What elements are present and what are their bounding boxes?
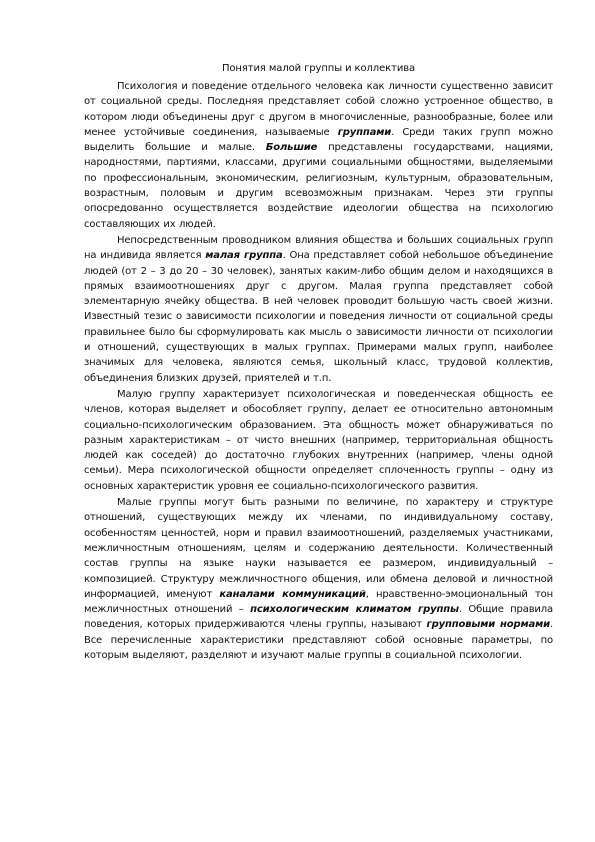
key-term: психологическим климатом группы [250,604,459,616]
key-term: групповыми нормами [426,619,550,631]
body-text: Малые группы могут быть разными по величине, по характеру и структуре отношений, существующих между их членами, по индивидуальному составу, особенностям ценностей, норм и правил взаимоотношений, разделяемых участниками, межличностным отношениям, целям и содержанию деятельности. Количественный состав группы на языке науки называется ее размером, индивидуальный – композицией. Структуру межличностного общения, или обмена деловой и личностной информацией, именуют [84,497,553,600]
paragraph [84,387,553,494]
body-text: Малую группу характеризует психологическая и поведенческая общность ее членов, которая выделяет и обособляет группу, делает ее относительно автономным социально-психологическим образованием. Эта общность может обнаруживаться по разным характеристикам – от чисто внешних (например, территориальная общность людей как соседей) до достаточно глубоких внутренних (например, члены одной семьи). Мера психологической общности определяет сплоченность группы – одну из основных характеристик уровня ее социально-психологического развития. [84,388,553,492]
body-text: представлены государствами, нациями, народностями, партиями, классами, другими социальными общностями, выделяемыми по профессиональным, экономическим, религиозным, культурным, образовательным, возрастным, половым и другим всевозможным признакам. Через эти группы опосредованно осуществляется воздействие идеологии общества на психологию составляющих их людей. [84,142,553,230]
body-text: . Общие правила поведения, которых придерживаются члены группы, называют [84,604,554,631]
paragraph [84,233,553,386]
body-text: . Все перечисленные характеристики представляют собой основные параметры, по которым выделяют, разделяют и изучают малые группы в социальной психологии. [84,619,553,661]
body-text: . Среди таких групп можно выделить большие и малые. [84,126,553,154]
key-term: группами [337,126,392,138]
key-term: каналами коммуникаций [219,588,366,600]
body-text: Непосредственным проводником влияния общества и больших социальных групп на индивида является [84,234,553,262]
body-text: , нравственно-эмоциональный тон межличностных отношений – [84,588,553,616]
document-body [84,79,553,663]
paragraph [84,79,553,232]
page-title: Понятия малой группы и коллектива [221,63,416,74]
body-text: . Она представляет собой небольшое объединение людей (от 2 – 3 до 20 – 30 человек), занятых каким-либо общим делом и находящихся в прямых взаимоотношениях друг с другом. Малая группа представляет собой элементарную ячейку общества. В ней человек проводит большую часть своей жизни. Известный тезис о зависимости психологии и поведения личности от социальной среды правильнее было бы сформулировать как мысль о зависимости личности от психологии и отношений, существующих в малых группах. Примерами малых групп, наиболее значимых для человека, являются семья, школьный класс, трудовой коллектив, объединения близких друзей, приятелей и т.п. [84,250,553,384]
key-term: Большие [265,142,318,154]
key-term: малая группа [205,250,283,262]
body-text: Психология и поведение отдельного человека как личности существенно зависит от социальной среды. Последняя представляет собой сложно устроенное общество, в котором люди объединены друг с другом в многочисленные, разнообразные, более или менее устойчивые соединения, называемые [84,81,553,138]
paragraph [84,495,553,663]
document-page [84,62,553,663]
